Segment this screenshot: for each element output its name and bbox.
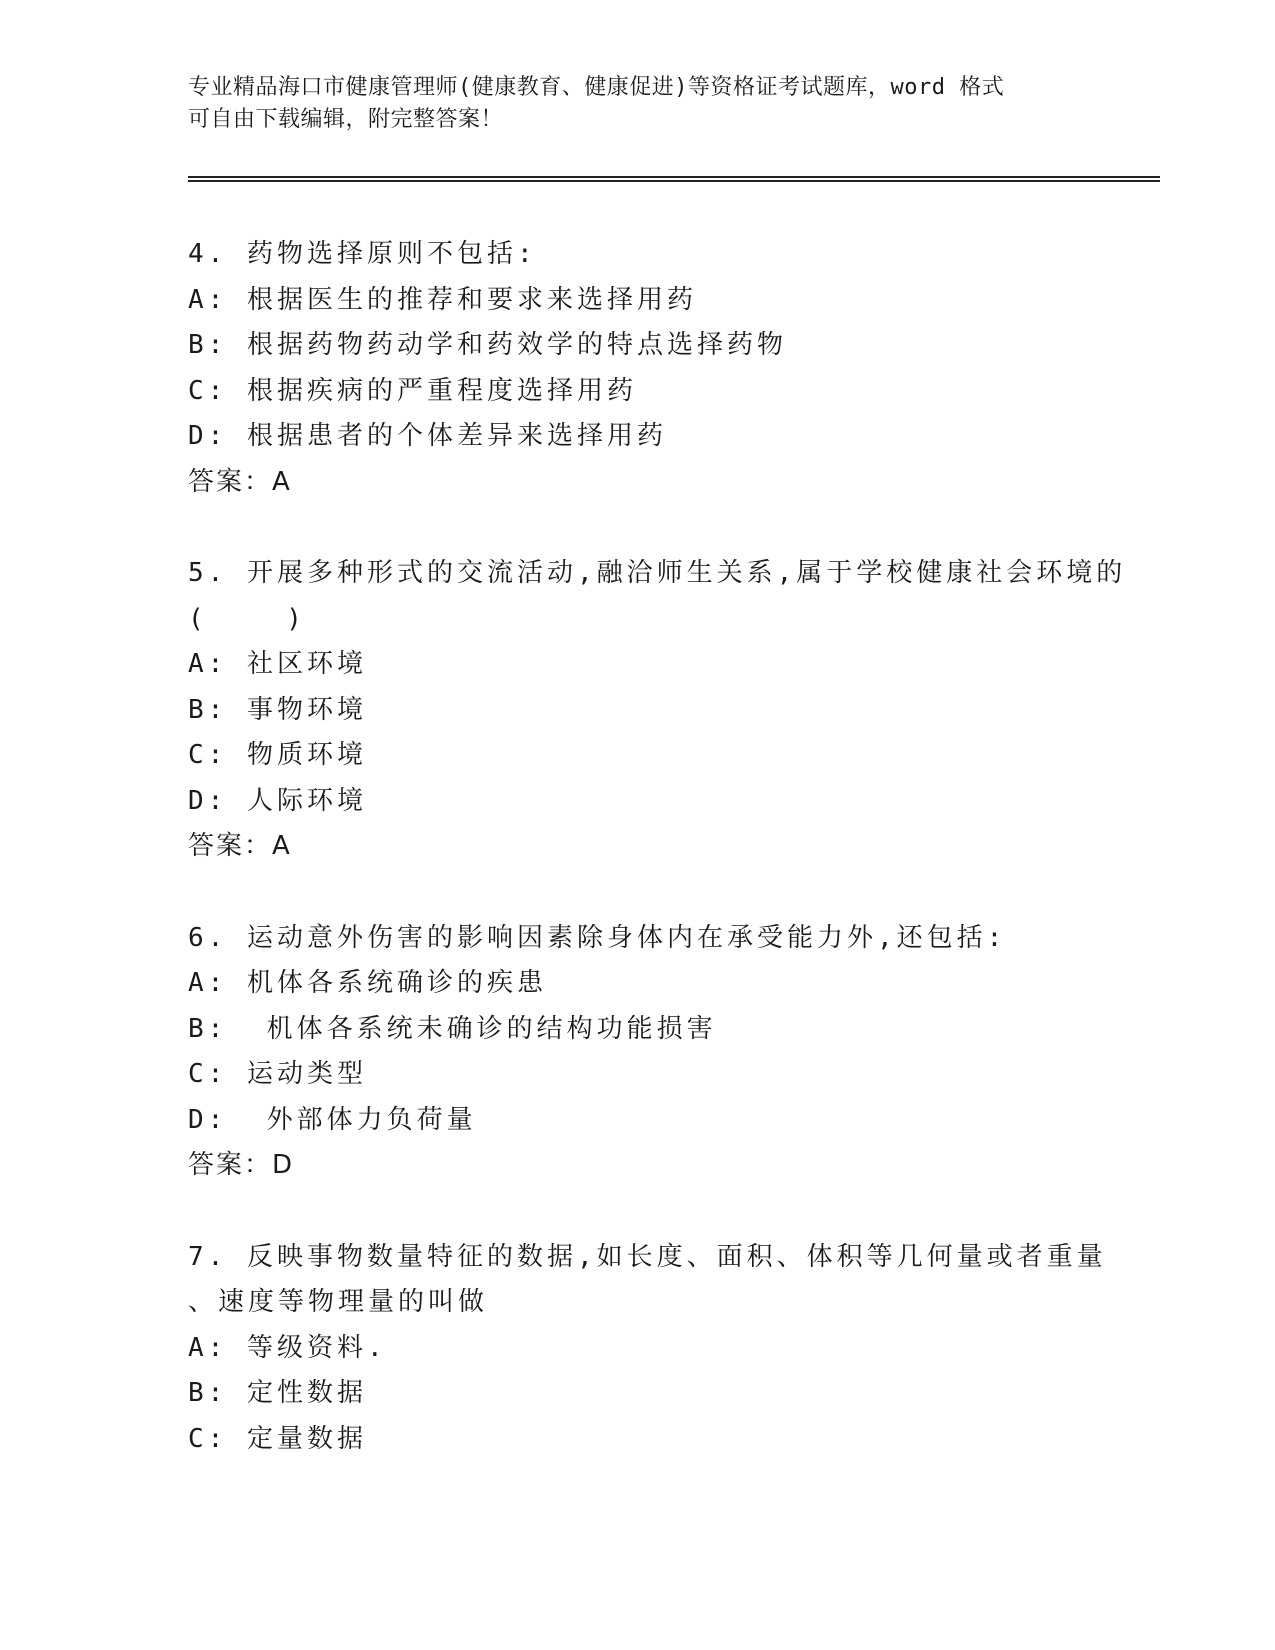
option-a: A: 等级资料.: [188, 1332, 387, 1363]
question-stem-continued: ( ): [188, 603, 306, 634]
answer: 答案：D: [188, 1150, 295, 1180]
question-6: [188, 916, 1148, 1189]
header-line-1: 专业精品海口市健康管理师(健康教育、健康促进)等资格证考试题库，word 格式: [188, 75, 1005, 100]
option-d: D: 根据患者的个体差异来选择用药: [188, 421, 667, 451]
option-a: A: 社区环境: [188, 649, 367, 679]
option-b: B: 根据药物药动学和药效学的特点选择药物: [188, 330, 787, 360]
header-line-2: 可自由下载编辑，附完整答案！: [188, 107, 504, 132]
option-c: C: 物质环境: [188, 740, 367, 770]
question-5: [188, 551, 1148, 870]
option-c: C: 根据疾病的严重程度选择用药: [188, 375, 637, 406]
question-stem: 4. 药物选择原则不包括:: [188, 239, 537, 269]
question-list: [188, 232, 1148, 1508]
question-stem: 5. 开展多种形式的交流活动,融洽师生关系,属于学校健康社会环境的: [188, 558, 1127, 588]
option-b: B: 机体各系统未确诊的结构功能损害: [188, 1013, 717, 1044]
answer: 答案：A: [188, 466, 292, 497]
question-stem: 6. 运动意外伤害的影响因素除身体内在承受能力外,还包括:: [188, 922, 1007, 953]
option-a: A: 根据医生的推荐和要求来选择用药: [188, 284, 697, 315]
option-b: B: 定性数据: [188, 1378, 367, 1408]
option-a: A: 机体各系统确诊的疾患: [188, 968, 547, 998]
question-7: [188, 1235, 1148, 1463]
option-b: B: 事物环境: [188, 694, 367, 725]
question-stem-continued: 、速度等物理量的叫做: [188, 1287, 489, 1317]
header-divider: [188, 176, 1160, 182]
answer: 答案：A: [188, 831, 292, 861]
option-d: D: 外部体力负荷量: [188, 1104, 477, 1135]
document-header: [188, 72, 1088, 136]
option-c: C: 定量数据: [188, 1423, 367, 1454]
option-c: C: 运动类型: [188, 1059, 367, 1089]
option-d: D: 人际环境: [188, 785, 367, 816]
question-4: [188, 232, 1148, 505]
question-stem: 7. 反映事物数量特征的数据,如长度、面积、体积等几何量或者重量: [188, 1241, 1107, 1272]
